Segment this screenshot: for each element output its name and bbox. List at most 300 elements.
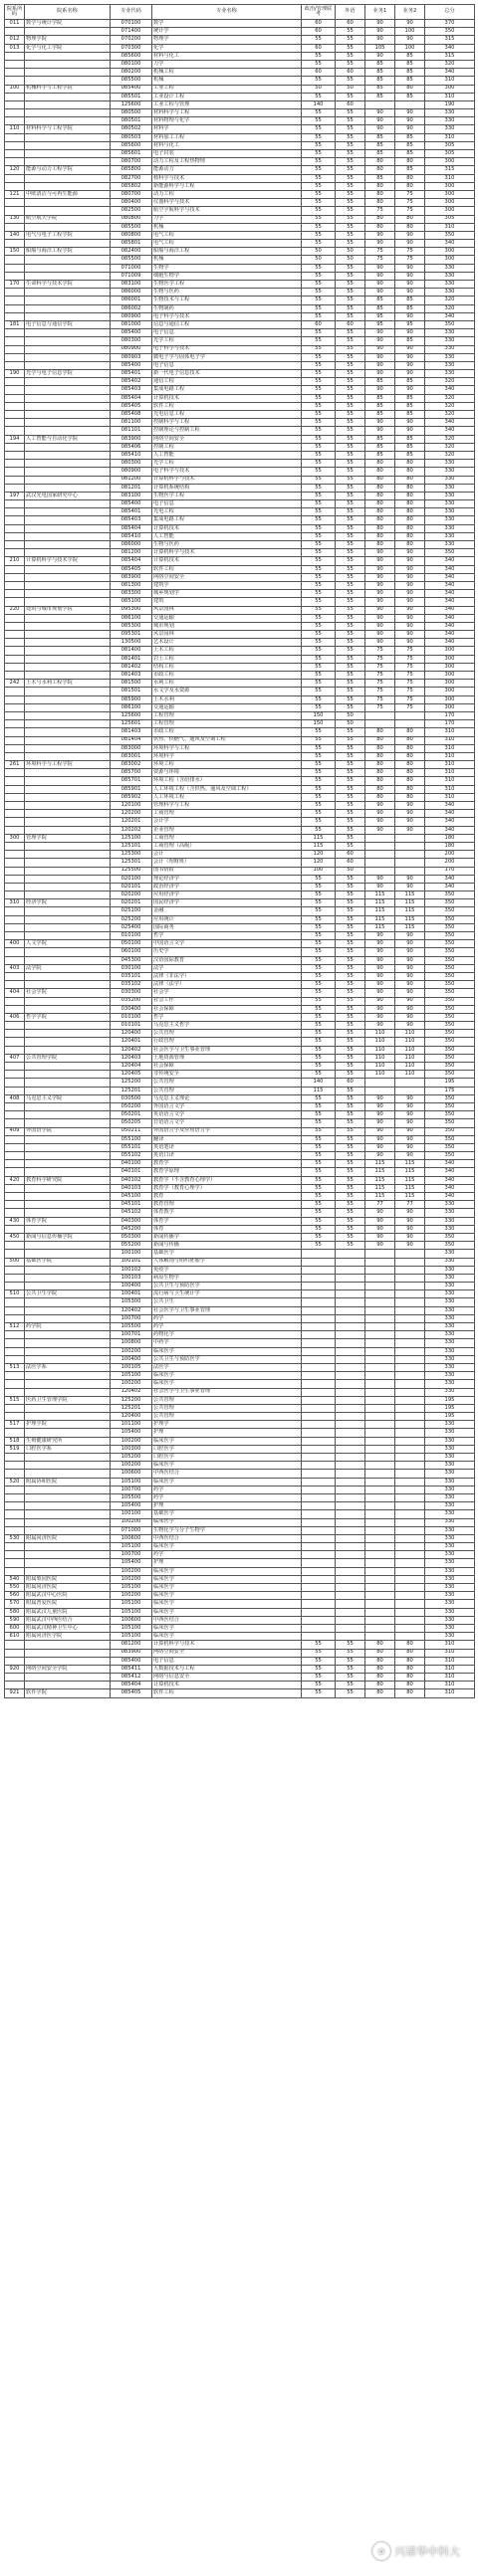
cell-dept-code xyxy=(5,1404,25,1412)
cell-major-code: 105400 xyxy=(111,1429,152,1437)
cell-subject-2: 80 xyxy=(395,785,425,793)
cell-subject-1: 90 xyxy=(365,549,395,557)
cell-major-name: 机械 xyxy=(152,223,302,231)
cell-dept-name xyxy=(25,141,111,149)
cell-dept-code: 590 xyxy=(5,1616,25,1624)
table-row xyxy=(5,93,475,100)
cell-subject-1: 90 xyxy=(365,972,395,980)
cell-foreign-language xyxy=(336,1298,365,1306)
cell-total: 300 xyxy=(425,158,475,166)
cell-major-name: 会计学 xyxy=(152,818,302,826)
cell-major-name: 会计（理财班） xyxy=(152,859,302,867)
table-row xyxy=(5,826,475,834)
cell-subject-2 xyxy=(395,851,425,859)
cell-subject-2: 80 xyxy=(395,476,425,484)
cell-politics: 55 xyxy=(302,378,336,386)
cell-foreign-language: 55 xyxy=(336,1682,365,1689)
cell-subject-2: 80 xyxy=(395,468,425,476)
cell-major-code: 085701 xyxy=(111,777,152,785)
cell-subject-1: 110 xyxy=(365,1046,395,1054)
table-row xyxy=(5,125,475,133)
cell-major-code: 035200 xyxy=(111,997,152,1005)
cell-dept-code xyxy=(5,1046,25,1054)
cell-dept-name: 电气与电子工程学院 xyxy=(25,231,111,239)
cell-foreign-language: 55 xyxy=(336,1063,365,1071)
cell-dept-code: 011 xyxy=(5,20,25,28)
cell-politics: 55 xyxy=(302,516,336,524)
cell-dept-name xyxy=(25,1486,111,1493)
table-row xyxy=(5,100,475,108)
cell-dept-name: 数学与统计学院 xyxy=(25,20,111,28)
cell-foreign-language: 55 xyxy=(336,932,365,940)
cell-dept-code xyxy=(5,688,25,695)
cell-dept-name xyxy=(25,769,111,777)
table-row xyxy=(5,647,475,655)
cell-subject-2: 75 xyxy=(395,695,425,703)
cell-major-code: 083900 xyxy=(111,1649,152,1657)
cell-subject-2: 85 xyxy=(395,402,425,410)
cell-subject-2: 115 xyxy=(395,1176,425,1184)
table-row xyxy=(5,1242,475,1250)
cell-major-code: 055200 xyxy=(111,1242,152,1250)
cell-major-code: 045200 xyxy=(111,1225,152,1233)
cell-total: 330 xyxy=(425,1518,475,1526)
cell-major-code: 120201 xyxy=(111,818,152,826)
cell-foreign-language: 55 xyxy=(336,1094,365,1102)
cell-subject-2: 90 xyxy=(395,932,425,940)
cell-dept-code xyxy=(5,1102,25,1110)
cell-subject-2 xyxy=(395,1543,425,1551)
cell-subject-1: 90 xyxy=(365,1233,395,1241)
cell-foreign-language xyxy=(336,1559,365,1567)
cell-major-name: 金融 xyxy=(152,907,302,915)
cell-major-code: 105100 xyxy=(111,1608,152,1616)
cell-foreign-language: 55 xyxy=(336,361,365,369)
cell-major-name: 控制工程 xyxy=(152,443,302,451)
table-row xyxy=(5,1510,475,1518)
cell-subject-2 xyxy=(395,1339,425,1347)
cell-subject-2: 90 xyxy=(395,427,425,435)
cell-politics: 55 xyxy=(302,769,336,777)
cell-subject-2 xyxy=(395,1380,425,1388)
cell-foreign-language xyxy=(336,1600,365,1608)
cell-subject-1: 85 xyxy=(365,60,395,68)
cell-subject-1 xyxy=(365,1510,395,1518)
cell-subject-1: 90 xyxy=(365,1152,395,1160)
cell-major-code: 120400 xyxy=(111,1030,152,1038)
cell-dept-name xyxy=(25,972,111,980)
cell-dept-name xyxy=(25,639,111,647)
cell-foreign-language: 50 xyxy=(336,720,365,728)
cell-subject-2: 75 xyxy=(395,248,425,256)
cell-subject-2 xyxy=(395,1551,425,1559)
cell-foreign-language: 55 xyxy=(336,1689,365,1697)
cell-foreign-language: 50 xyxy=(336,248,365,256)
cell-major-code: 085902 xyxy=(111,793,152,801)
cell-politics xyxy=(302,1258,336,1266)
cell-foreign-language xyxy=(336,1429,365,1437)
cell-subject-2: 75 xyxy=(395,680,425,688)
cell-politics: 55 xyxy=(302,899,336,907)
cell-subject-2: 80 xyxy=(395,182,425,190)
cell-major-code: 085600 xyxy=(111,141,152,149)
table-row xyxy=(5,720,475,728)
table-row xyxy=(5,655,475,663)
cell-major-code: 081000 xyxy=(111,320,152,328)
cell-foreign-language: 55 xyxy=(336,231,365,239)
table-row xyxy=(5,1013,475,1021)
table-row xyxy=(5,435,475,443)
cell-major-code: 125101 xyxy=(111,842,152,850)
cell-foreign-language: 55 xyxy=(336,353,365,361)
cell-politics xyxy=(302,1388,336,1396)
cell-major-name: 外国语言学及应用语言学 xyxy=(152,1127,302,1135)
cell-major-name: 计算机科学与技术 xyxy=(152,476,302,484)
cell-total: 350 xyxy=(425,1030,475,1038)
cell-total: 330 xyxy=(425,1592,475,1600)
cell-dept-name xyxy=(25,256,111,264)
cell-major-code: 010101 xyxy=(111,1022,152,1030)
cell-major-name: 法律（非法学） xyxy=(152,972,302,980)
cell-subject-2: 80 xyxy=(395,1665,425,1673)
cell-subject-1 xyxy=(365,1624,395,1632)
cell-politics: 55 xyxy=(302,744,336,752)
cell-dept-name xyxy=(25,386,111,394)
cell-dept-code xyxy=(5,60,25,68)
table-row xyxy=(5,361,475,369)
cell-major-code: 105100 xyxy=(111,1584,152,1592)
cell-subject-1: 90 xyxy=(365,1111,395,1119)
cell-foreign-language: 55 xyxy=(336,141,365,149)
cell-subject-2: 80 xyxy=(395,516,425,524)
cell-foreign-language xyxy=(336,1502,365,1510)
cell-dept-code xyxy=(5,1314,25,1322)
cell-politics xyxy=(302,1543,336,1551)
cell-foreign-language: 55 xyxy=(336,581,365,589)
cell-dept-name xyxy=(25,1168,111,1176)
cell-major-name: 大数据技术与工程 xyxy=(152,1665,302,1673)
table-row xyxy=(5,69,475,77)
cell-dept-code xyxy=(5,289,25,297)
table-row xyxy=(5,606,475,614)
cell-major-code: 070200 xyxy=(111,36,152,44)
cell-dept-name xyxy=(25,1184,111,1192)
cell-major-code: 050211 xyxy=(111,1127,152,1135)
cell-subject-2 xyxy=(395,1633,425,1641)
cell-foreign-language: 55 xyxy=(336,207,365,215)
cell-major-code: 095301 xyxy=(111,631,152,639)
cell-dept-code xyxy=(5,240,25,248)
cell-dept-name: 软件学院 xyxy=(25,1689,111,1697)
cell-dept-code xyxy=(5,1543,25,1551)
cell-major-code: 100100 xyxy=(111,1510,152,1518)
cell-subject-1 xyxy=(365,1551,395,1559)
cell-dept-name: 哲学学院 xyxy=(25,1013,111,1021)
cell-major-code: 050300 xyxy=(111,1233,152,1241)
cell-major-code: 085500 xyxy=(111,77,152,85)
cell-politics: 55 xyxy=(302,1143,336,1151)
cell-subject-1: 90 xyxy=(365,20,395,28)
cell-politics: 55 xyxy=(302,1063,336,1071)
cell-total: 330 xyxy=(425,1225,475,1233)
cell-major-name: 药学 xyxy=(152,1493,302,1501)
cell-subject-1: 90 xyxy=(365,28,395,36)
cell-dept-name xyxy=(25,1079,111,1087)
cell-major-code: 085700 xyxy=(111,769,152,777)
cell-foreign-language: 55 xyxy=(336,532,365,540)
cell-total: 330 xyxy=(425,1258,475,1266)
cell-dept-name: 船舶与海洋工程学院 xyxy=(25,248,111,256)
cell-foreign-language: 55 xyxy=(336,125,365,133)
table-row xyxy=(5,1209,475,1217)
cell-total: 330 xyxy=(425,1567,475,1575)
cell-subject-2: 85 xyxy=(395,150,425,158)
cell-major-name: 工业工程 xyxy=(152,85,302,93)
cell-politics: 60 xyxy=(302,69,336,77)
cell-major-code: 055101 xyxy=(111,1143,152,1151)
cell-politics: 120 xyxy=(302,851,336,859)
cell-dept-name xyxy=(25,304,111,312)
cell-politics xyxy=(302,1493,336,1501)
cell-subject-1: 90 xyxy=(365,573,395,581)
cell-major-name: 供热、供燃气、通风及空调工程 xyxy=(152,736,302,744)
cell-foreign-language xyxy=(336,1567,365,1575)
cell-major-name: 工程管理 xyxy=(152,720,302,728)
cell-total: 330 xyxy=(425,1437,475,1445)
cell-major-name: 基础医学 xyxy=(152,1250,302,1258)
cell-total: 350 xyxy=(425,981,475,989)
cell-subject-2: 90 xyxy=(395,981,425,989)
cell-subject-2: 85 xyxy=(395,60,425,68)
cell-subject-2: 90 xyxy=(395,940,425,948)
cell-major-code: 105400 xyxy=(111,1559,152,1567)
cell-subject-1: 110 xyxy=(365,1030,395,1038)
cell-major-name: 工业工程与管理 xyxy=(152,100,302,108)
cell-foreign-language: 55 xyxy=(336,549,365,557)
cell-foreign-language: 55 xyxy=(336,1030,365,1038)
table-row xyxy=(5,516,475,524)
cell-subject-1: 110 xyxy=(365,1071,395,1079)
cell-major-name: 药学 xyxy=(152,1314,302,1322)
cell-politics: 55 xyxy=(302,1054,336,1062)
cell-subject-2: 90 xyxy=(395,353,425,361)
cell-subject-1 xyxy=(365,1363,395,1371)
cell-subject-2: 90 xyxy=(395,1209,425,1217)
table-row xyxy=(5,1274,475,1282)
cell-politics: 55 xyxy=(302,532,336,540)
cell-major-name: 动力工程 xyxy=(152,190,302,198)
cell-major-name: 力学 xyxy=(152,60,302,68)
cell-major-name: 船舶与海洋工程 xyxy=(152,248,302,256)
cell-subject-2 xyxy=(395,1388,425,1396)
table-row xyxy=(5,777,475,785)
cell-major-name: 生物技术与工程 xyxy=(152,297,302,304)
cell-subject-2: 90 xyxy=(395,329,425,337)
table-row xyxy=(5,867,475,875)
cell-dept-code: 520 xyxy=(5,1478,25,1486)
cell-foreign-language: 55 xyxy=(336,1233,365,1241)
cell-major-name: 马克思主义理论 xyxy=(152,1094,302,1102)
cell-major-name: 结构工程 xyxy=(152,663,302,671)
cell-total: 300 xyxy=(425,85,475,93)
cell-dept-name xyxy=(25,793,111,801)
cell-foreign-language: 55 xyxy=(336,516,365,524)
cell-politics: 55 xyxy=(302,1013,336,1021)
cell-subject-1: 85 xyxy=(365,69,395,77)
cell-major-name: 临床医学 xyxy=(152,1600,302,1608)
cell-total: 170 xyxy=(425,711,475,719)
cell-politics: 60 xyxy=(302,20,336,28)
cell-dept-name xyxy=(25,69,111,77)
cell-dept-code xyxy=(5,1454,25,1462)
cell-major-code: 120403 xyxy=(111,1054,152,1062)
cell-major-code: 125200 xyxy=(111,1079,152,1087)
cell-major-name: 哲学 xyxy=(152,1013,302,1021)
cell-dept-code xyxy=(5,1526,25,1534)
cell-total: 330 xyxy=(425,1462,475,1470)
cell-dept-code xyxy=(5,541,25,549)
cell-dept-name xyxy=(25,867,111,875)
cell-total: 330 xyxy=(425,1445,475,1453)
cell-major-code: 086002 xyxy=(111,304,152,312)
cell-major-code: 045100 xyxy=(111,1193,152,1201)
col-header-subject-2: 业务2 xyxy=(395,5,425,20)
cell-subject-1: 115 xyxy=(365,907,395,915)
cell-dept-name xyxy=(25,451,111,459)
cell-dept-code xyxy=(5,1152,25,1160)
cell-major-code: 081300 xyxy=(111,581,152,589)
cell-total: 330 xyxy=(425,1543,475,1551)
cell-major-name: 国际商务 xyxy=(152,923,302,931)
cell-dept-code xyxy=(5,117,25,125)
cell-total: 300 xyxy=(425,199,475,207)
cell-major-name: 临床医学 xyxy=(152,1592,302,1600)
cell-dept-code xyxy=(5,1283,25,1290)
cell-major-code: 083100 xyxy=(111,281,152,289)
table-row xyxy=(5,1404,475,1412)
cell-subject-1: 80 xyxy=(365,728,395,736)
cell-dept-code xyxy=(5,752,25,760)
cell-subject-1: 90 xyxy=(365,1119,395,1127)
cell-dept-code xyxy=(5,720,25,728)
cell-subject-1 xyxy=(365,1274,395,1282)
cell-subject-1: 90 xyxy=(365,622,395,630)
table-row xyxy=(5,215,475,223)
cell-total: 350 xyxy=(425,997,475,1005)
cell-major-code: 040100 xyxy=(111,1160,152,1168)
table-row xyxy=(5,1258,475,1266)
cell-subject-2: 75 xyxy=(395,199,425,207)
table-row xyxy=(5,802,475,810)
cell-foreign-language: 55 xyxy=(336,793,365,801)
cell-major-code: 100700 xyxy=(111,1314,152,1322)
cell-major-code: 085400 xyxy=(111,361,152,369)
cell-foreign-language: 55 xyxy=(336,541,365,549)
table-row xyxy=(5,639,475,647)
cell-subject-1: 85 xyxy=(365,85,395,93)
cell-subject-2: 115 xyxy=(395,1184,425,1192)
cell-major-name: 政治经济学 xyxy=(152,883,302,891)
cell-major-name: 风景园林 xyxy=(152,631,302,639)
cell-total: 350 xyxy=(425,1063,475,1071)
cell-major-name: 临床医学 xyxy=(152,1347,302,1355)
cell-major-name: 临床医学 xyxy=(152,1633,302,1641)
cell-major-code: 080900 xyxy=(111,345,152,353)
table-row xyxy=(5,1526,475,1534)
cell-subject-1: 85 xyxy=(365,451,395,459)
cell-major-name: 药学 xyxy=(152,1551,302,1559)
cell-foreign-language: 55 xyxy=(336,1005,365,1013)
cell-total: 330 xyxy=(425,1478,475,1486)
cell-dept-code xyxy=(5,1201,25,1209)
cell-subject-2: 80 xyxy=(395,223,425,231)
cell-subject-1: 80 xyxy=(365,761,395,769)
cell-dept-name xyxy=(25,240,111,248)
cell-total: 195 xyxy=(425,1079,475,1087)
cell-total: 330 xyxy=(425,1339,475,1347)
cell-politics: 55 xyxy=(302,199,336,207)
table-row xyxy=(5,1087,475,1094)
cell-subject-2: 80 xyxy=(395,793,425,801)
cell-politics: 60 xyxy=(302,44,336,52)
cell-subject-2: 90 xyxy=(395,1233,425,1241)
cell-major-code: 085401 xyxy=(111,370,152,378)
cell-subject-1: 90 xyxy=(365,386,395,394)
cell-major-code: 085500 xyxy=(111,223,152,231)
cell-politics: 55 xyxy=(302,590,336,598)
cell-subject-1: 90 xyxy=(365,1127,395,1135)
cell-subject-2: 80 xyxy=(395,1641,425,1649)
cell-dept-name xyxy=(25,703,111,711)
cell-subject-1 xyxy=(365,1470,395,1478)
cell-total: 330 xyxy=(425,1454,475,1462)
cell-total: 350 xyxy=(425,956,475,964)
cell-dept-code xyxy=(5,892,25,899)
cell-foreign-language: 55 xyxy=(336,1013,365,1021)
cell-politics: 55 xyxy=(302,297,336,304)
cell-total: 340 xyxy=(425,639,475,647)
cell-dept-code: 510 xyxy=(5,1290,25,1298)
table-row xyxy=(5,557,475,565)
cell-foreign-language: 55 xyxy=(336,304,365,312)
cell-subject-1 xyxy=(365,1543,395,1551)
cell-foreign-language: 55 xyxy=(336,1119,365,1127)
cell-foreign-language: 55 xyxy=(336,695,365,703)
cell-dept-code xyxy=(5,1657,25,1665)
cell-major-name: 核科学与技术 xyxy=(152,174,302,182)
cell-politics: 55 xyxy=(302,1225,336,1233)
cell-major-code: 050100 xyxy=(111,940,152,948)
cell-subject-1: 115 xyxy=(365,892,395,899)
table-row xyxy=(5,622,475,630)
cell-politics: 55 xyxy=(302,93,336,100)
cell-foreign-language: 55 xyxy=(336,158,365,166)
table-row xyxy=(5,52,475,60)
cell-total: 330 xyxy=(425,125,475,133)
cell-total: 330 xyxy=(425,1298,475,1306)
cell-subject-1: 90 xyxy=(365,125,395,133)
table-row xyxy=(5,166,475,174)
cell-major-name: 英语口译 xyxy=(152,1152,302,1160)
cell-politics: 55 xyxy=(302,264,336,272)
cell-foreign-language: 55 xyxy=(336,802,365,810)
cell-subject-1: 90 xyxy=(365,289,395,297)
cell-major-code: 030500 xyxy=(111,1094,152,1102)
cell-subject-1 xyxy=(365,1559,395,1567)
cell-subject-1 xyxy=(365,1534,395,1542)
cell-dept-code xyxy=(5,1079,25,1087)
cell-total: 350 xyxy=(425,915,475,923)
